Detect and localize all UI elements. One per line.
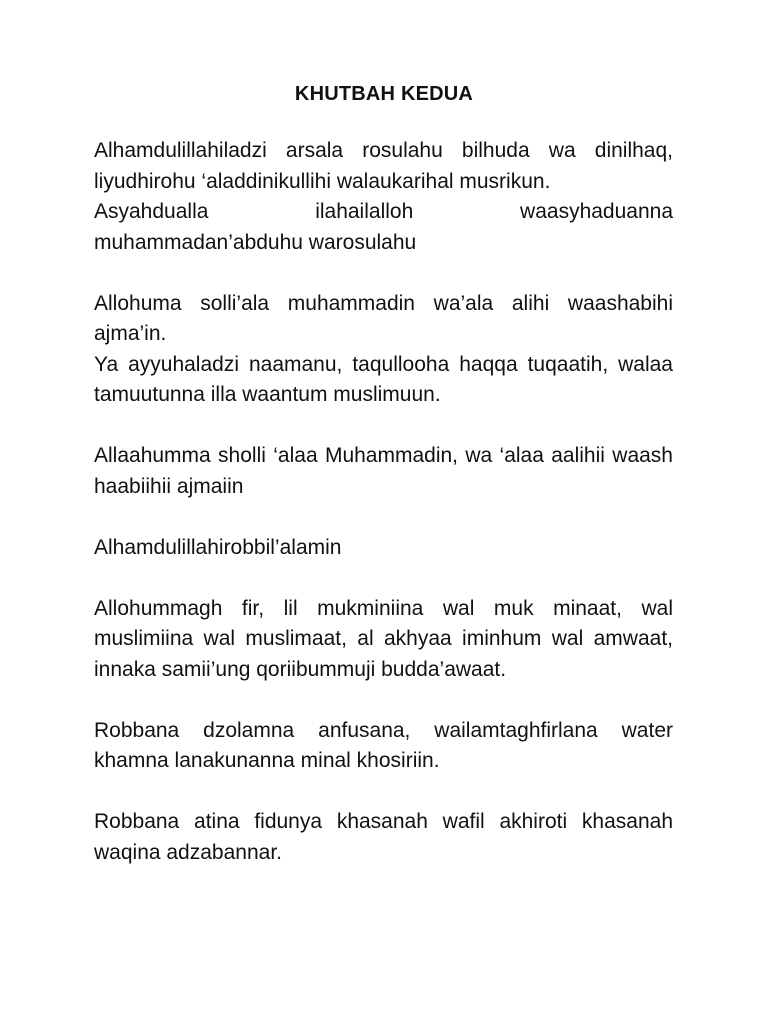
paragraph-opening-praise: Alhamdulillahiladzi arsala rosulahu bilhuda wa dinilhaq, liyudhirohu ‘aladdinikullihi walaukarihal musrikun.	[94, 139, 673, 193]
document-body	[94, 136, 673, 868]
paragraph-shahada: Asyahdualla ilahailalloh waasyhaduanna muhammadan’abduhu warosulahu	[94, 200, 673, 254]
paragraph-salawat-2: Allaahumma sholli ‘alaa Muhammadin, wa ‘alaa aalihii waash haabiihii ajmaiin	[94, 444, 673, 498]
paragraph-exhortation: Ya ayyuhaladzi naamanu, taqullooha haqqa tuqaatih, walaa tamuutunna illa waantum muslimuun.	[94, 352, 673, 406]
paragraph-salawat: Allohuma solli’ala muhammadin wa’ala alihi waashabihi ajma’in.	[94, 291, 673, 345]
paragraph-prayer-mercy: Robbana dzolamna anfusana, wailamtaghfirlana water khamna lanakunanna minal khosiriin.	[94, 718, 673, 772]
paragraph-hamdalah: Alhamdulillahirobbil’alamin	[94, 535, 342, 559]
paragraph-prayer-forgiveness: Allohummagh fir, lil mukminiina wal muk minaat, wal muslimiina wal muslimaat, al akhyaa iminhum wal amwaat, innaka samii’ung qoriibummuji budda’awaat.	[94, 596, 673, 681]
paragraph-prayer-closing: Robbana atina fidunya khasanah wafil akhiroti khasanah waqina adzabannar.	[94, 810, 673, 864]
page-title: KHUTBAH KEDUA	[294, 83, 474, 105]
